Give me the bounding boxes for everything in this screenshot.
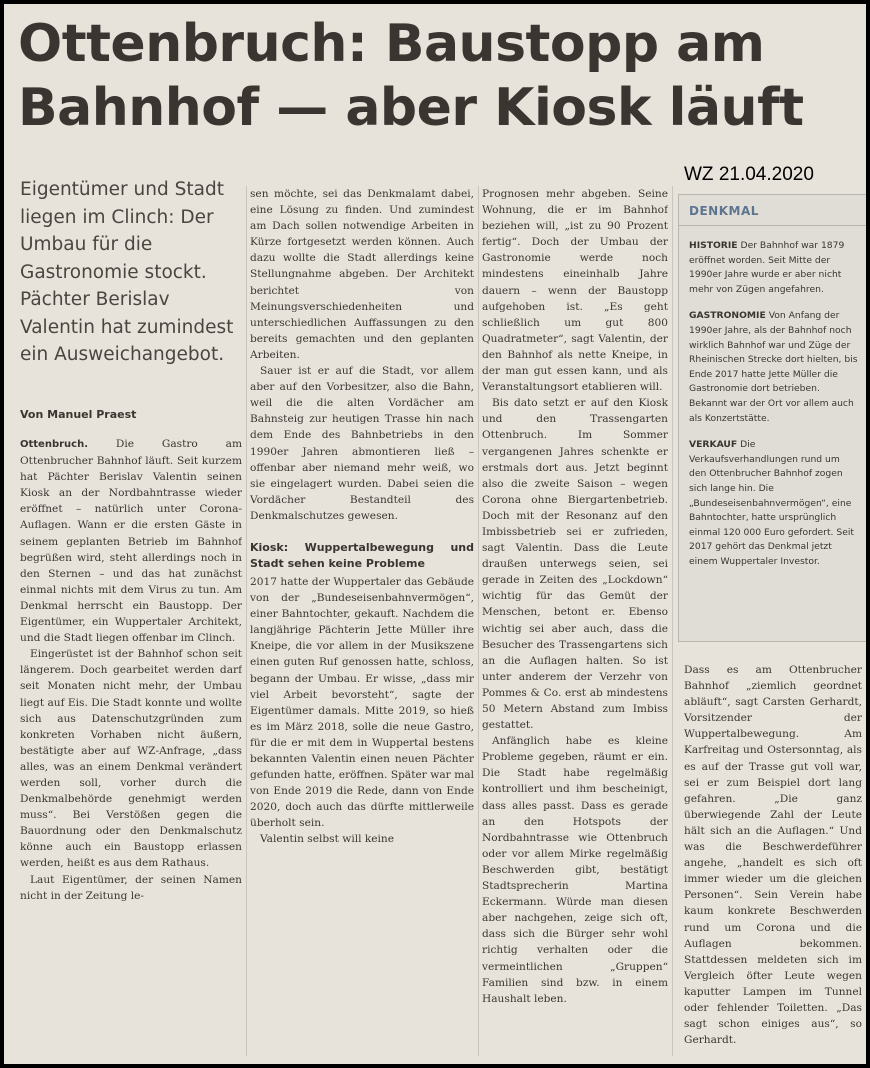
- paragraph: Anfänglich habe es kleine Probleme gegeben, räumt er ein. Die Stadt habe regelmäßig kontrolliert und ihm bescheinigt, dass alles passt. Dass es gerade an den Hotspots der Nordbahntrasse wie Ottenbruch oder vor allem Mirke regelmäßig Beschwerden gibt, bestätigt Stadtsprecherin Martina Eckermann. Würde man diesen aber nachgehen, zeige sich oft, dass sich die Bürger sehr wohl richtig verhalten oder die vermeintlichen „Gruppen“ Familien sind bzw. in einem Haushalt leben.: [482, 735, 668, 1005]
- paragraph: Valentin selbst will keine: [260, 833, 395, 846]
- paragraph: Eingerüstet ist der Bahnhof schon seit längerem. Doch gearbeitet werden darf seit Monaten nicht mehr, der Umbau liegt auf Eis. Die Stadt konnte und wollte sich aus Datenschutzgründen zum konkreten Vorhaben nicht äußern, bestätigte aber auf WZ-Anfrage, „dass alles, was an einem Denkmal verändert werden soll, vorher durch die Denkmalbehörde genehmigt werden muss“. Bei Verstößen gegen die Bauordnung oder den Denkmalschutz könne auch ein Baustopp erlassen werden, heißt es aus dem Rathaus.: [20, 648, 242, 870]
- info-label: HISTORIE: [689, 240, 738, 251]
- paragraph: Dass es am Ottenbrucher Bahnhof „ziemlich geordnet abläuft“, sagt Carsten Gerhardt, Vorsitzender der Wuppertalbewegung. Am Karfreitag und Ostersonntag, als es auf der Trasse gut voll war, sei er zum Beispiel dort lang gefahren. „Die ganz überwiegende Zahl der Leute hält sich an die Auflagen.“ Und was die Beschwerdeführer angehe, „handelt es sich oft immer wieder um die gleichen Personen“. Sein Verein habe kaum konkrete Beschwerden rund um Corona und die Auflagen bekommen. Stattdessen meldeten sich im Vergleich öfter Leute wegen kaputter Lampen im Tunnel oder fehlender Toiletten. „Das sagt schon einiges aus“, so Gerhardt.: [684, 664, 862, 1047]
- newspaper-clipping: [4, 4, 866, 1064]
- info-text: Die Verkaufsverhandlungen rund um den Ottenbrucher Bahnhof zogen sich lange hin. Die „Bundeseisenbahnvermögen“, eine Bahntochter, hatte ursprünglich einmal 120 000 Euro gefordert. Seit 2017 gehört das Denkmal jetzt einem Wuppertaler Investor.: [689, 439, 855, 567]
- paragraph: 2017 hatte der Wuppertaler das Gebäude von der „Bundeseisenbahnvermögen“, einer Bahntochter, gekauft. Nachdem die langjährige Pächterin Jette Müller ihre Kneipe, die vor allem in der Musikszene einen guten Ruf genossen hatte, schloss, begann der Umbau. Er wisse, „dass mir viel Arbeit bevorsteht“, sagte der Eigentümer damals. Mitte 2019, so hieß es im März 2018, solle die neue Gastro, für die er mit dem in Wuppertal bestens bekannten Valentin einen neuen Pächter gefunden hatte, eröffnen. Später war mal von Ende 2019 die Rede, dann von Ende 2020, doch auch das dürfte mittlerweile überholt sein.: [250, 575, 474, 830]
- info-box-denkmal: [678, 194, 866, 642]
- column-divider: [478, 186, 479, 1056]
- article-column-4: [684, 662, 862, 1056]
- paragraph: Laut Eigentümer, der seinen Namen nicht in der Zeitung le-: [20, 873, 242, 902]
- paragraph: Bis dato setzt er auf den Kiosk und den Trassengarten Ottenbruch. Im Sommer vergangenen Jahres schenkte er erstmals dort aus. Jetzt beginnt also die zweite Saison – wegen Corona ohne Biergartenbetrieb. Doch mit der Resonanz auf den Imbissbetrieb sei er zufrieden, sagt Valentin. Dass die Leute draußen unterwegs seien, sei gerade in Zeiten des „Lockdown“ wichtig für das Gemüt der Menschen, betont er. Ebenso wichtig sei aber auch, dass die Besucher des Trassengartens sich an die Auflagen halten. So ist unter anderem der Verzehr von Pommes & Co. erst ab mindestens 50 Metern Abstand zum Imbiss gestattet.: [482, 397, 668, 732]
- headline: Ottenbruch: Baustopp am Bahnhof — aber Kiosk läuft: [18, 14, 804, 138]
- info-box-entry: [689, 239, 859, 297]
- info-text: Von Anfang der 1990er Jahre, als der Bahnhof noch wirklich Bahnhof war und Züge der Rheinischen Strecke dort hielten, bis Ende 2017 hatte Jette Müller die Gastronomie dort betrieben. Bekannt war der Ort vor allem auch als Konzertstätte.: [689, 310, 858, 424]
- column-divider: [246, 186, 247, 1056]
- paragraph: Prognosen mehr abgeben. Seine Wohnung, die er im Bahnhof beziehen will, „ist zu 90 Prozent fertig“. Doch der Umbau der Gastronomie werde noch mindestens eineinhalb Jahre dauern – wenn der Baustopp aufgehoben ist. „Es geht schließlich um gut 800 Quadratmeter“, sagt Valentin, der den Bahnhof als nette Kneipe, in der man gut essen kann, und als Veranstaltungsort etablieren will.: [482, 188, 668, 394]
- info-box-entry: [689, 309, 859, 426]
- info-text: Der Bahnhof war 1879 eröffnet worden. Seit Mitte der 1990er Jahre wurde er aber nicht mehr von Zügen angefahren.: [689, 240, 845, 295]
- article-column-1: [20, 436, 242, 1056]
- paragraph: Sauer ist er auf die Stadt, vor allem aber auf den Vorbesitzer, also die Bahn, weil die die alten Vordächer am Bahnsteig zur heutigen Trasse hin nach dem Ende des Bahnbetriebs in den 1990er Jahren abmontieren ließ – offenbar aber niemand mehr weiß, wo sie eingelagert wurden. Dabei seien die Vordächer Bestandteil des Denkmalschutzes gewesen.: [250, 365, 474, 522]
- info-box-body: [689, 239, 859, 581]
- dateline: Ottenbruch.: [20, 439, 89, 450]
- column-divider: [672, 186, 673, 1056]
- info-box-title: DENKMAL: [689, 204, 759, 218]
- date-stamp: WZ 21.04.2020: [684, 164, 814, 185]
- paragraph: sen möchte, sei das Denkmalamt dabei, eine Lösung zu finden. Und zumindest am Dach sollen notwendige Arbeiten in Kürze fortgesetzt werden können. Auch dazu wollte die Stadt allerdings keine Stellungnahme abgeben. Der Architekt berichtet von Meinungsverschiedenheiten und unterschiedlichen Auffassungen zu den bereits gemachten und den geplanten Arbeiten.: [250, 188, 474, 361]
- info-label: GASTRONOMIE: [689, 310, 766, 322]
- article-column-3: [482, 186, 668, 1056]
- info-box-entry: [689, 438, 859, 569]
- byline: Von Manuel Praest: [20, 408, 137, 421]
- article-column-2: [250, 186, 474, 1056]
- teaser: Eigentümer und Stadt liegen im Clinch: Der Umbau für die Gastronomie stockt. Pächter Berislav Valentin hat zumindest ein Ausweichangebot.: [20, 179, 234, 365]
- paragraph: Die Gastro am Ottenbrucher Bahnhof läuft. Seit kurzem hat Pächter Berislav Valentin seinen Kiosk an der Nordbahntrasse wieder eröffnet – natürlich unter Corona-Auflagen. Wann er die ersten Gäste in seinem geplanten Betrieb im Bahnhof begrüßen wird, steht allerdings noch in den Sternen – und das hat zunächst einmal nichts mit dem Virus zu tun. Am Denkmal herrscht ein Baustopp. Der Eigentümer, ein Wuppertaler Architekt, und die Stadt liegen offenbar im Clinch.: [20, 438, 242, 645]
- info-box-divider: [679, 225, 866, 226]
- subheading: Kiosk: Wuppertalbewegung und Stadt sehen keine Probleme: [250, 540, 474, 570]
- info-label: VERKAUF: [689, 439, 738, 451]
